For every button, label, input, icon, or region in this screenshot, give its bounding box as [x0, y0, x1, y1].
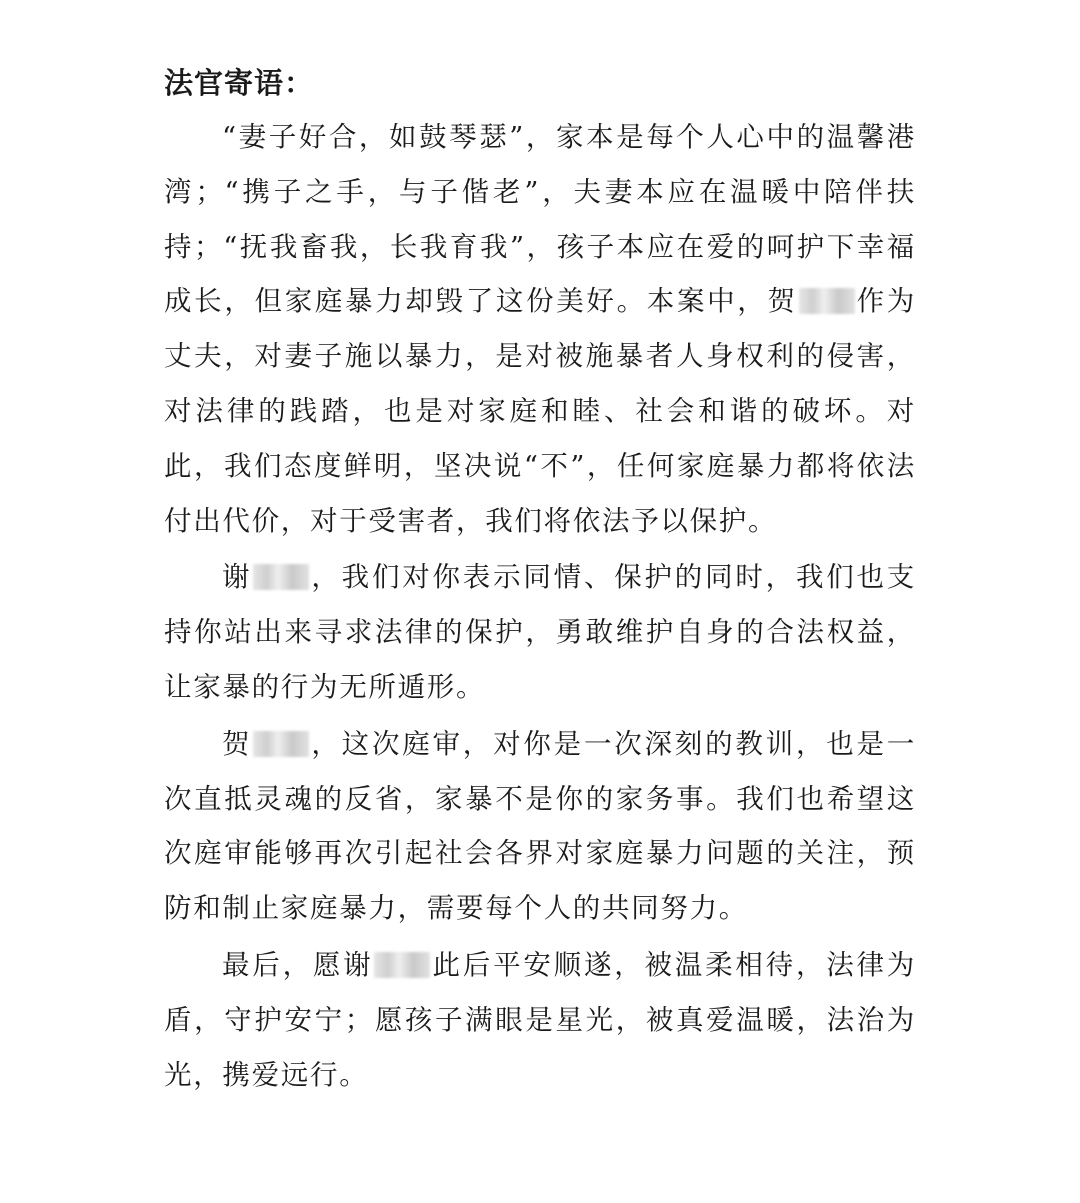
redacted-name-mark — [374, 952, 430, 978]
paragraph-4 — [164, 938, 916, 1102]
paragraph-1-text-before: “妻子好合，如鼓琴瑟”，家本是每个人心中的温馨港湾；“携子之手，与子偕老”，夫妻本应在温暖中陪伴扶持；“抚我畜我，长我育我”，孩子本应在爱的呵护下幸福成长，但家庭暴力却毁了这份美好。本案中，贺 — [164, 121, 916, 318]
page-title: 法官寄语： — [164, 66, 315, 100]
document-page — [164, 56, 916, 1102]
paragraph-1 — [164, 110, 916, 548]
paragraph-2-text-after: ，我们对你表示同情、保护的同时，我们也支持你站出来寻求法律的保护，勇敢维护自身的合法权益，让家暴的行为无所遁形。 — [164, 561, 917, 703]
paragraph-2 — [164, 550, 916, 714]
paragraph-3 — [164, 717, 916, 936]
paragraph-4-text-before: 最后，愿谢 — [222, 948, 374, 981]
redacted-name-mark — [253, 564, 309, 590]
redacted-name-mark — [253, 731, 309, 757]
paragraph-3-text-before: 贺 — [222, 727, 253, 760]
paragraph-3-text-after: ，这次庭审，对你是一次深刻的教训，也是一次直抵灵魂的反省，家暴不是你的家务事。我们也希望这次庭审能够再次引起社会各界对家庭暴力问题的关注，预防和制止家庭暴力，需要每个人的共同努力。 — [164, 727, 917, 925]
paragraph-4-text-after: 此后平安顺遂，被温柔相待，法律为盾，守护安宁；愿孩子满眼是星光，被真爱温暖，法治为光，携爱远行。 — [164, 948, 917, 1091]
redacted-name-mark — [799, 288, 855, 314]
paragraph-1-text-after: 作为丈夫，对妻子施以暴力，是对被施暴者人身权利的侵害，对法律的践踏，也是对家庭和睦、社会和谐的破坏。对此，我们态度鲜明，坚决说“不”，任何家庭暴力都将依法付出代价，对于受害者，我们将依法予以保护。 — [164, 285, 917, 537]
paragraph-2-text-before: 谢 — [222, 561, 253, 594]
